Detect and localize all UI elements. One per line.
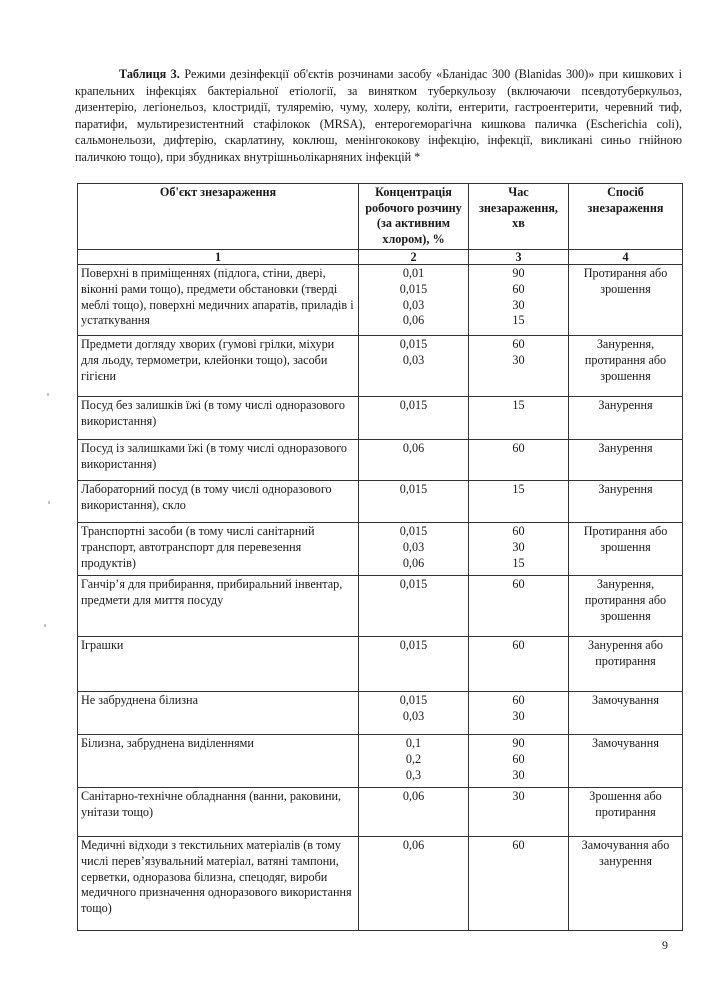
concentration-value: 0,3 [405,767,422,782]
cell-time [469,336,569,397]
cell-concentration [359,440,469,481]
column-number: 3 [469,250,569,265]
cell-object: Транспортні засоби (в тому числі санітарний транспорт, автотранспорт для перевезення продуктів) [78,523,359,576]
time-value: 60 [512,693,525,708]
cell-method: Замочування [569,692,683,735]
table-row [78,336,683,397]
cell-time [469,692,569,735]
cell-concentration [359,265,469,336]
cell-concentration [359,692,469,735]
cell-object: Не забруднена білизна [78,692,359,735]
table-row [78,788,683,837]
cell-time [469,637,569,692]
concentration-value: 0,06 [402,838,425,853]
concentration-value: 0,015 [399,398,428,413]
header-time: Час знезараження, хв [469,184,569,250]
cell-time [469,481,569,523]
time-value: 30 [512,767,525,782]
table-caption-label: Таблиця 3. [119,67,180,81]
cell-object: Ганчір’я для прибирання, прибиральний інвентар, предмети для миття посуду [78,576,359,637]
cell-concentration [359,336,469,397]
cell-method: Замочування [569,735,683,788]
cell-method: Занурення [569,397,683,440]
cell-time [469,837,569,931]
time-value: 60 [512,441,525,456]
time-value: 60 [512,281,525,296]
table-caption-text: Режими дезінфекції об'єктів розчинами засобу «Бланідас 300 (Blanidas 300)» при кишкових і крапельних інфекціях бактеріальної етіології, за винятком туберкульозу (включаючи псевдотуберкульоз, дизентерію, легіонельоз, клостридії, туляремію, чуму, холеру, коліти, ентерити, гастроентерити, черевний тиф, паратифи, мультирезистентний стафілокок (MRSA), ентерогеморагічна кишкова паличка (Escherichia coli), сальмонельози, дифтерію, скарлатину, коклюш, менінгококову інфекцію, інфекції, викликані синьо гнійною паличкою тощо), при збудниках внутрішньолікарняних інфекцій * [75,67,682,164]
header-method: Спосіб знезараження [569,184,683,250]
cell-object: Поверхні в приміщеннях (підлога, стіни, двері, віконні рами тощо), предмети обстановки (тверді меблі тощо), поверхні медичних апаратів, приладів і устаткування [78,265,359,336]
time-value: 30 [512,789,525,804]
table-row [78,837,683,931]
table-row [78,523,683,576]
time-value: 30 [512,708,525,723]
concentration-value: 0,1 [405,736,422,751]
time-value: 90 [512,736,525,751]
cell-method: Занурення [569,481,683,523]
header-concentration: Концентрація робочого розчину (за активним хлором), % [359,184,469,250]
concentration-value: 0,06 [402,313,425,328]
concentration-value: 0,015 [399,638,428,653]
concentration-value: 0,01 [402,266,425,281]
cell-concentration [359,637,469,692]
time-value: 15 [512,482,525,497]
scan-speck [47,393,49,396]
time-value: 30 [512,297,525,312]
table-body [78,265,683,931]
cell-object: Іграшки [78,637,359,692]
column-number: 4 [569,250,683,265]
cell-object: Предмети догляду хворих (гумові грілки, міхури для льоду, термометри, клейонки тощо), засоби гігієни [78,336,359,397]
concentration-value: 0,015 [399,281,428,296]
concentration-value: 0,2 [405,751,422,766]
concentration-value: 0,015 [399,482,428,497]
time-value: 60 [512,337,525,352]
cell-concentration [359,576,469,637]
time-value: 60 [512,524,525,539]
cell-object: Посуд із залишками їжі (в тому числі одноразового використання) [78,440,359,481]
table-caption [75,66,682,166]
concentration-value: 0,03 [402,297,425,312]
cell-method: Протирання або зрошення [569,265,683,336]
cell-time [469,576,569,637]
column-number: 1 [78,250,359,265]
table-row [78,440,683,481]
concentration-value: 0,015 [399,337,428,352]
concentration-value: 0,03 [402,708,425,723]
cell-method: Занурення або протирання [569,637,683,692]
cell-method: Замочування або занурення [569,837,683,931]
scan-speck [48,501,50,504]
cell-concentration [359,523,469,576]
time-value: 15 [512,555,525,570]
time-value: 90 [512,266,525,281]
time-value: 15 [512,313,525,328]
table-row [78,692,683,735]
cell-concentration [359,837,469,931]
cell-method: Занурення, протирання або зрошення [569,336,683,397]
time-value: 30 [512,352,525,367]
cell-time [469,788,569,837]
cell-method: Занурення [569,440,683,481]
column-number: 2 [359,250,469,265]
cell-concentration [359,481,469,523]
concentration-value: 0,03 [402,539,425,554]
cell-method: Протирання або зрошення [569,523,683,576]
cell-object: Посуд без залишків їжі (в тому числі одноразового використання) [78,397,359,440]
concentration-value: 0,06 [402,555,425,570]
concentration-value: 0,015 [399,524,428,539]
concentration-value: 0,03 [402,352,425,367]
cell-concentration [359,788,469,837]
cell-method: Занурення, протирання або зрошення [569,576,683,637]
page-number: 9 [662,938,668,952]
cell-concentration [359,735,469,788]
time-value: 60 [512,838,525,853]
cell-time [469,523,569,576]
time-value: 60 [512,751,525,766]
cell-object: Лабораторний посуд (в тому числі одноразового використання), скло [78,481,359,523]
table-row [78,735,683,788]
concentration-value: 0,015 [399,693,428,708]
concentration-value: 0,06 [402,441,425,456]
table-row [78,481,683,523]
concentration-value: 0,015 [399,577,428,592]
table-header-row [78,184,683,250]
cell-object: Медичні відходи з текстильних матеріалів (в тому числі перев’язувальний матеріал, ватяні тампони, серветки, одноразова білизна, спецодяг, вироби медичного призначення одноразового використання тощо) [78,837,359,931]
cell-time [469,265,569,336]
table-row [78,265,683,336]
scan-speck [44,624,46,627]
column-number-row [78,250,683,265]
cell-time [469,397,569,440]
cell-method: Зрошення або протирання [569,788,683,837]
time-value: 30 [512,539,525,554]
table-row [78,576,683,637]
cell-time [469,735,569,788]
cell-object: Санітарно-технічне обладнання (ванни, раковини, унітази тощо) [78,788,359,837]
cell-concentration [359,397,469,440]
table-row [78,637,683,692]
concentration-value: 0,06 [402,789,425,804]
time-value: 60 [512,577,525,592]
time-value: 15 [512,398,525,413]
header-object: Об'єкт знезараження [78,184,359,250]
table-row [78,397,683,440]
time-value: 60 [512,638,525,653]
cell-time [469,440,569,481]
disinfection-table [77,183,683,931]
cell-object: Білизна, забруднена виділеннями [78,735,359,788]
